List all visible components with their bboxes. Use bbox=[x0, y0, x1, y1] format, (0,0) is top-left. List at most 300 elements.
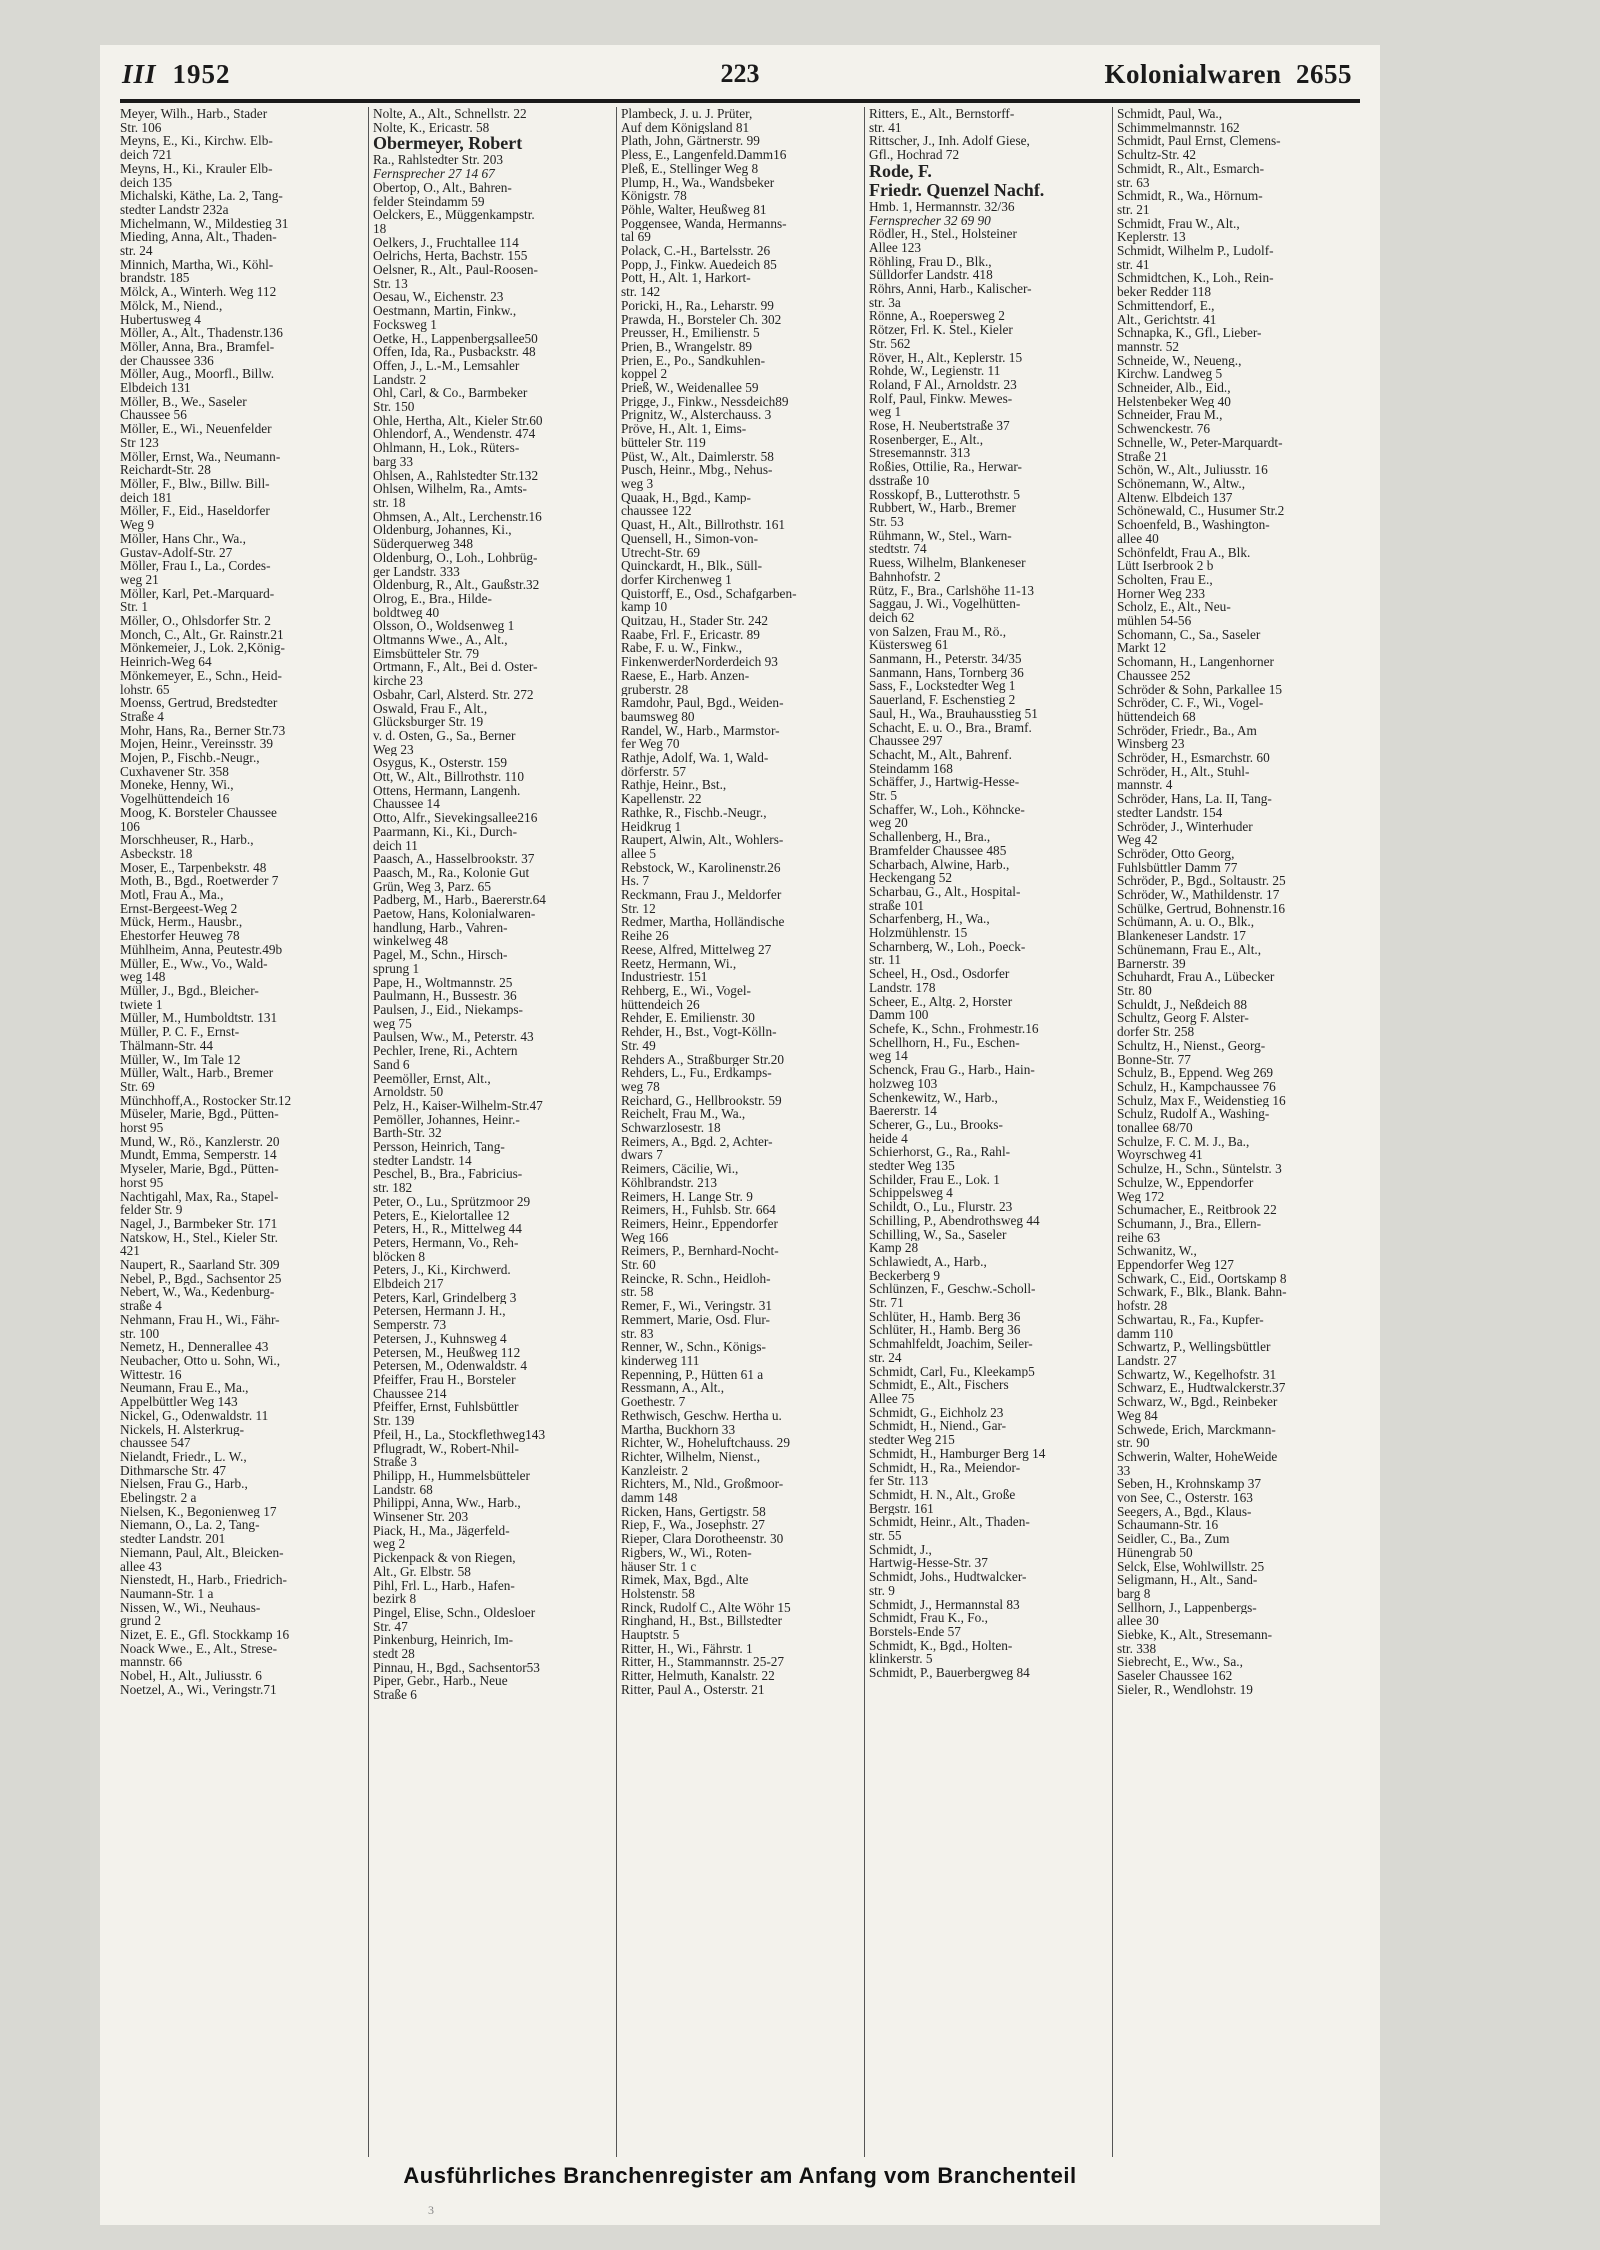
directory-entry: twiete 1 bbox=[120, 997, 163, 1012]
directory-entry: reihe 63 bbox=[1117, 1230, 1161, 1245]
directory-entry: felder Str. 9 bbox=[120, 1203, 183, 1217]
directory-entry: Fernsprecher 27 14 67 bbox=[373, 167, 495, 181]
directory-entry: Raupert, Alwin, Alt., Wohlers- bbox=[621, 833, 784, 847]
directory-entry: Quinckardt, H., Blk., Süll- bbox=[621, 559, 763, 573]
directory-entry: Schmidt, Paul, Wa., bbox=[1117, 107, 1223, 121]
directory-entry: Reese, Alfred, Mittelweg 27 bbox=[621, 942, 772, 957]
directory-entry: Piper, Gebr., Harb., Neue bbox=[373, 1674, 508, 1689]
directory-entry: Paulmann, H., Bussestr. 36 bbox=[373, 989, 517, 1003]
directory-entry: Pfeiffer, Frau H., Borsteler bbox=[373, 1372, 516, 1387]
directory-entry: Schmidt, H. N., Alt., Große bbox=[869, 1487, 1016, 1502]
directory-entry: Neubacher, Otto u. Sohn, Wi., bbox=[120, 1353, 281, 1368]
directory-entry: Str. 562 bbox=[869, 336, 911, 351]
directory-entry: Schwenckestr. 76 bbox=[1117, 422, 1211, 436]
directory-entry: Gfl., Hochrad 72 bbox=[869, 148, 960, 162]
directory-entry: Schmidt, Heinr., Alt., Thaden- bbox=[869, 1515, 1030, 1530]
directory-entry: Oestmann, Martin, Finkw., bbox=[373, 304, 517, 318]
directory-entry: Olsson, O., Woldsenweg 1 bbox=[373, 619, 515, 634]
directory-entry: Mieding, Anna, Alt., Thaden- bbox=[120, 230, 277, 245]
directory-entry: Str. 150 bbox=[373, 400, 415, 414]
directory-entry: Seidler, C., Ba., Zum bbox=[1117, 1532, 1230, 1546]
directory-entry: Selck, Else, Wohlwillstr. 25 bbox=[1117, 1559, 1265, 1574]
directory-entry: Siebke, K., Alt., Stresemann- bbox=[1117, 1628, 1273, 1642]
directory-entry: kamp 10 bbox=[621, 600, 668, 615]
directory-entry: 18 bbox=[373, 221, 387, 236]
directory-entry: Schuhardt, Frau A., Lübecker bbox=[1117, 970, 1275, 984]
directory-entry: Schwerin, Walter, HoheWeide bbox=[1117, 1449, 1278, 1464]
directory-entry: Rode, F. bbox=[869, 161, 932, 181]
directory-entry: Pfeil, H., La., Stockflethweg143 bbox=[373, 1427, 546, 1442]
directory-entry: Prien, E., Po., Sandkuhlen- bbox=[621, 353, 766, 368]
directory-entry: Chaussee 297 bbox=[869, 734, 943, 748]
directory-entry: handlung, Harb., Vahren- bbox=[373, 920, 508, 935]
directory-entry: Padberg, M., Harb., Baererstr.64 bbox=[373, 893, 546, 908]
directory-entry: Landstr. 68 bbox=[373, 1482, 433, 1497]
directory-entry: Weg 166 bbox=[621, 1230, 669, 1245]
directory-entry: Pleß, E., Stellinger Weg 8 bbox=[621, 161, 759, 176]
directory-entry: Monch, C., Alt., Gr. Rainstr.21 bbox=[120, 627, 284, 642]
directory-entry: Reimers, H., Fuhlsb. Str. 664 bbox=[621, 1203, 776, 1217]
directory-entry: Str. 47 bbox=[373, 1619, 408, 1634]
directory-entry: klinkerstr. 5 bbox=[869, 1652, 933, 1667]
directory-entry: bütteler Str. 119 bbox=[621, 435, 706, 450]
directory-entry: Polack, C.-H., Bartelsstr. 26 bbox=[621, 244, 771, 258]
directory-entry: Str. 80 bbox=[1117, 984, 1152, 998]
directory-entry: Schulz, Max F., Weidenstieg 16 bbox=[1117, 1093, 1286, 1108]
directory-entry: Ohlendorf, A., Wendenstr. 474 bbox=[373, 427, 536, 442]
directory-entry: Sauerland, F. Eschenstieg 2 bbox=[869, 693, 1016, 707]
directory-entry: FinkenwerderNorderdeich 93 bbox=[621, 655, 778, 669]
directory-entry: Schönewald, C., Husumer Str.2 bbox=[1117, 504, 1285, 519]
directory-entry: Oelsner, R., Alt., Paul-Roosen- bbox=[373, 263, 538, 277]
directory-entry: Pröve, H., Alt. 1, Eims- bbox=[621, 422, 747, 436]
directory-entry: heide 4 bbox=[869, 1131, 908, 1146]
directory-entry: Schenkewitz, W., Harb., bbox=[869, 1090, 998, 1105]
directory-entry: Damm 100 bbox=[869, 1008, 929, 1022]
directory-entry: Allee 123 bbox=[869, 240, 922, 255]
directory-entry: Schilder, Frau E., Lok. 1 bbox=[869, 1172, 1000, 1187]
directory-entry: Peters, E., Kielortallee 12 bbox=[373, 1208, 510, 1223]
directory-entry: Naupert, R., Saarland Str. 309 bbox=[120, 1258, 280, 1272]
directory-entry: Ritter, Helmuth, Kanalstr. 22 bbox=[621, 1669, 775, 1683]
directory-entry: Schildt, O., Lu., Flurstr. 23 bbox=[869, 1200, 1013, 1214]
directory-entry: Elbdeich 217 bbox=[373, 1277, 444, 1291]
directory-entry: Reichelt, Frau M., Wa., bbox=[621, 1107, 746, 1122]
directory-entry: Schmidt, H., Niend., Gar- bbox=[869, 1419, 1007, 1434]
directory-entry: Schwanitz, W., bbox=[1117, 1244, 1197, 1259]
directory-entry: Nolte, K., Ericastr. 58 bbox=[373, 120, 490, 135]
directory-entry: Schmidt, J., bbox=[869, 1542, 932, 1557]
directory-entry: winkelweg 48 bbox=[373, 934, 448, 949]
directory-entry: Stresemannstr. 313 bbox=[869, 446, 971, 461]
directory-entry: Remmert, Marie, Osd. Flur- bbox=[621, 1312, 770, 1327]
directory-entry: Friedr. Quenzel Nachf. bbox=[869, 180, 1045, 200]
directory-entry: str. 41 bbox=[1117, 257, 1150, 272]
directory-entry: Mojen, Heinr., Vereinsstr. 39 bbox=[120, 737, 274, 752]
directory-entry: Hauptstr. 5 bbox=[621, 1628, 680, 1642]
directory-entry: Rethwisch, Geschw. Hertha u. bbox=[621, 1408, 782, 1423]
directory-entry: Noack Wwe., E., Alt., Strese- bbox=[120, 1641, 278, 1656]
directory-entry: Scholz, E., Alt., Neu- bbox=[1117, 600, 1231, 615]
directory-entry: Chaussee 214 bbox=[373, 1386, 447, 1401]
directory-entry: Fernsprecher 32 69 90 bbox=[869, 213, 991, 228]
directory-entry: Sanmann, Hans, Tornberg 36 bbox=[869, 665, 1024, 680]
directory-entry: Schierhorst, G., Ra., Rahl- bbox=[869, 1145, 1011, 1160]
directory-entry: Moser, E., Tarpenbekstr. 48 bbox=[120, 860, 267, 875]
directory-entry: Nebel, P., Bgd., Sachsentor 25 bbox=[120, 1271, 282, 1286]
directory-entry: Mojen, P., Fischb.-Neugr., bbox=[120, 751, 260, 765]
directory-entry: Ricken, Hans, Gertigstr. 58 bbox=[621, 1504, 766, 1519]
directory-entry: Schmahlfeldt, Joachim, Seiler- bbox=[869, 1337, 1033, 1351]
directory-entry: str. 182 bbox=[373, 1181, 413, 1195]
directory-entry: Paetow, Hans, Kolonialwaren- bbox=[373, 907, 536, 921]
directory-entry: Reetz, Hermann, Wi., bbox=[621, 956, 737, 971]
directory-entry: Schumacher, E., Reitbrook 22 bbox=[1117, 1203, 1277, 1217]
directory-entry: Schwede, Erich, Marckmann- bbox=[1117, 1422, 1276, 1437]
directory-entry: blöcken 8 bbox=[373, 1249, 426, 1264]
directory-entry: Rödler, H., Stel., Holsteiner bbox=[869, 227, 1017, 241]
directory-entry: Schönemann, W., Altw., bbox=[1117, 476, 1246, 491]
directory-entry: Kamp 28 bbox=[869, 1241, 919, 1255]
directory-entry: Müller, W., Im Tale 12 bbox=[120, 1052, 241, 1067]
directory-entry: Str. 71 bbox=[869, 1296, 904, 1310]
directory-entry: Schwartz, P., Wellingsbüttler bbox=[1117, 1340, 1271, 1354]
directory-entry: Paasch, M., Ra., Kolonie Gut bbox=[373, 865, 530, 880]
directory-entry: tonallee 68/70 bbox=[1117, 1121, 1193, 1135]
directory-entry: Schmidt, Wilhelm P., Ludolf- bbox=[1117, 244, 1274, 258]
directory-entry: Oldenburg, O., Loh., Lohbrüg- bbox=[373, 550, 538, 565]
directory-entry: Nielandt, Friedr., L. W., bbox=[120, 1449, 247, 1464]
directory-entry: Redmer, Martha, Holländische bbox=[621, 915, 785, 930]
directory-entry: Paulsen, Ww., M., Peterstr. 43 bbox=[373, 1030, 534, 1045]
directory-entry: Str. 12 bbox=[621, 901, 656, 916]
directory-entry: Semperstr. 73 bbox=[373, 1318, 447, 1332]
directory-entry: Rose, H. Neubertstraße 37 bbox=[869, 419, 1010, 433]
directory-entry: Alt., Gerichtstr. 41 bbox=[1117, 312, 1217, 327]
directory-entry: Focksweg 1 bbox=[373, 317, 437, 332]
directory-entry: von Salzen, Frau M., Rö., bbox=[869, 624, 1007, 639]
directory-entry: Mölck, A., Winterh. Weg 112 bbox=[120, 285, 277, 299]
directory-entry: Oldenburg, R., Alt., Gaußstr.32 bbox=[373, 578, 540, 592]
directory-entry: Weg 42 bbox=[1117, 833, 1158, 847]
directory-entry: Schuldt, J., Neßdeich 88 bbox=[1117, 997, 1247, 1012]
directory-entry: Schmidt, K., Bgd., Holten- bbox=[869, 1638, 1013, 1653]
directory-entry: Petersen, Hermann J. H., bbox=[373, 1304, 506, 1319]
directory-entry: stedter Landstr. 14 bbox=[373, 1153, 472, 1168]
directory-entry: Kapellenstr. 22 bbox=[621, 792, 702, 806]
directory-entry: Ehestorfer Heuweg 78 bbox=[120, 929, 240, 943]
directory-entry: Ott, W., Alt., Billrothstr. 110 bbox=[373, 770, 524, 784]
directory-entry: der Chaussee 336 bbox=[120, 353, 214, 368]
directory-entry: Raabe, Frl. F., Ericastr. 89 bbox=[621, 627, 760, 642]
directory-entry: Ressmann, A., Alt., bbox=[621, 1381, 725, 1396]
directory-entry: Schmidt, Paul Ernst, Clemens- bbox=[1117, 134, 1281, 149]
directory-entry: Schmittendorf, E., bbox=[1117, 298, 1215, 313]
directory-entry: Schulze, F. C. M. J., Ba., bbox=[1117, 1134, 1250, 1149]
directory-entry: Motl, Frau A., Ma., bbox=[120, 888, 224, 902]
directory-entry: Schilling, W., Sa., Saseler bbox=[869, 1227, 1007, 1242]
directory-entry: Richter, W., Hoheluftchauss. 29 bbox=[621, 1436, 790, 1450]
directory-entry: Schmidt, G., Eichholz 23 bbox=[869, 1405, 1004, 1420]
directory-entry: Prignitz, W., Alsterchauss. 3 bbox=[621, 408, 772, 423]
directory-entry: Schmidtchen, K., Loh., Rein- bbox=[1117, 271, 1274, 286]
directory-entry: stedt 28 bbox=[373, 1647, 415, 1661]
directory-entry: Moth, B., Bgd., Roetwerder 7 bbox=[120, 874, 279, 889]
directory-entry: Eppendorfer Weg 127 bbox=[1117, 1258, 1234, 1272]
directory-entry: Philippi, Anna, Ww., Harb., bbox=[373, 1496, 521, 1511]
directory-entry: Heckengang 52 bbox=[869, 871, 953, 885]
directory-entry: weg 75 bbox=[373, 1016, 412, 1031]
listing-columns bbox=[120, 107, 1360, 2157]
directory-entry: Quaak, H., Bgd., Kamp- bbox=[621, 490, 751, 505]
directory-entry: Seligmann, H., Alt., Sand- bbox=[1117, 1573, 1258, 1587]
directory-entry: Paulsen, J., Eid., Niekamps- bbox=[373, 1003, 523, 1017]
directory-entry: Kanzleistr. 2 bbox=[621, 1463, 689, 1478]
directory-entry: Königstr. 78 bbox=[621, 189, 687, 203]
directory-entry: Schwark, C., Eid., Oortskamp 8 bbox=[1117, 1271, 1287, 1286]
directory-entry: brandstr. 185 bbox=[120, 271, 190, 286]
directory-entry: stedter Landstr. 201 bbox=[120, 1532, 226, 1546]
directory-entry: str. 24 bbox=[120, 244, 153, 258]
directory-entry: allee 40 bbox=[1117, 531, 1159, 546]
directory-entry: Reimers, A., Bgd. 2, Achter- bbox=[621, 1134, 773, 1149]
directory-entry: Pemöller, Johannes, Heinr.- bbox=[373, 1112, 520, 1127]
directory-entry: str. 3a bbox=[869, 295, 901, 310]
directory-entry: Scheer, E., Altg. 2, Horster bbox=[869, 994, 1013, 1009]
directory-entry: Schumann, J., Bra., Ellern- bbox=[1117, 1216, 1262, 1231]
directory-entry: straße 4 bbox=[120, 1299, 162, 1313]
directory-entry: Pfeiffer, Ernst, Fuhlsbüttler bbox=[373, 1400, 519, 1415]
directory-entry: Schwarz, W., Bgd., Reinbeker bbox=[1117, 1395, 1278, 1409]
directory-entry: Weg 9 bbox=[120, 518, 155, 532]
directory-entry: Schümann, A. u. O., Blk., bbox=[1117, 915, 1255, 930]
directory-entry: weg 2 bbox=[373, 1537, 406, 1552]
directory-entry: Nielsen, K., Begonienweg 17 bbox=[120, 1504, 277, 1519]
directory-entry: Peters, Hermann, Vo., Reh- bbox=[373, 1235, 519, 1250]
directory-entry: Meyns, E., Ki., Kirchw. Elb- bbox=[120, 134, 273, 149]
directory-entry: Ra., Rahlstedter Str. 203 bbox=[373, 153, 504, 168]
directory-entry: Rehders A., Straßburger Str.20 bbox=[621, 1052, 784, 1067]
directory-entry: Rebstock, W., Karolinenstr.26 bbox=[621, 860, 781, 875]
directory-entry: Renner, W., Schn., Königs- bbox=[621, 1340, 766, 1354]
directory-entry: Kirchw. Landweg 5 bbox=[1117, 367, 1223, 382]
directory-entry: Ohlmann, H., Lok., Rüters- bbox=[373, 441, 520, 455]
directory-entry: Wittestr. 16 bbox=[120, 1367, 182, 1382]
directory-entry: Reimers, P., Bernhard-Nocht- bbox=[621, 1244, 779, 1259]
directory-entry: Reimers, Cäcilie, Wi., bbox=[621, 1162, 739, 1176]
directory-entry: Rathke, R., Fischb.-Neugr., bbox=[621, 805, 767, 820]
directory-entry: Obertop, O., Alt., Bahren- bbox=[373, 180, 512, 195]
directory-entry: Hubertusweg 4 bbox=[120, 312, 201, 327]
directory-entry: Ohlsen, A., Rahlstedter Str.132 bbox=[373, 468, 539, 483]
directory-entry: Roland, F Al., Arnoldstr. 23 bbox=[869, 377, 1017, 392]
directory-entry: str. 90 bbox=[1117, 1436, 1150, 1450]
directory-entry: sprung 1 bbox=[373, 961, 420, 976]
directory-entry: Müller, E., Ww., Vo., Wald- bbox=[120, 956, 268, 971]
directory-entry: fer Weg 70 bbox=[621, 737, 680, 752]
directory-entry: holzweg 103 bbox=[869, 1076, 938, 1091]
directory-entry: Heidkrug 1 bbox=[621, 819, 682, 834]
directory-entry: Grün, Weg 3, Parz. 65 bbox=[373, 879, 491, 894]
directory-entry: deich 181 bbox=[120, 490, 173, 505]
directory-entry: deich 721 bbox=[120, 148, 173, 162]
directory-entry: Schoenfeld, B., Washington- bbox=[1117, 518, 1270, 532]
directory-entry: Schultz-Str. 42 bbox=[1117, 148, 1197, 162]
directory-entry: Schröder, W., Mathildenstr. 17 bbox=[1117, 888, 1280, 902]
directory-entry: Schröder, Friedr., Ba., Am bbox=[1117, 723, 1257, 738]
directory-entry: Reihe 26 bbox=[621, 929, 669, 943]
directory-entry: Schröder, C. F., Wi., Vogel- bbox=[1117, 696, 1264, 710]
directory-entry: Nemetz, H., Dennerallee 43 bbox=[120, 1340, 269, 1354]
directory-entry: barg 8 bbox=[1117, 1586, 1151, 1601]
directory-entry: deich 62 bbox=[869, 610, 915, 625]
directory-entry: Petersen, M., Heußweg 112 bbox=[373, 1345, 521, 1360]
directory-entry: Pickenpack & von Riegen, bbox=[373, 1551, 516, 1565]
directory-entry: Helstenbeker Weg 40 bbox=[1117, 394, 1231, 409]
directory-entry: str. 338 bbox=[1117, 1641, 1157, 1656]
directory-entry: Str. 60 bbox=[621, 1258, 656, 1272]
directory-entry: Plambeck, J. u. J. Prüter, bbox=[621, 107, 753, 121]
directory-entry: str. 9 bbox=[869, 1583, 895, 1598]
listing-column-5 bbox=[1112, 107, 1360, 2157]
directory-entry: dsstraße 10 bbox=[869, 473, 930, 488]
directory-entry: Pelz, H., Kaiser-Wilhelm-Str.47 bbox=[373, 1098, 543, 1113]
directory-entry: Richters, M., Nld., Großmoor- bbox=[621, 1477, 784, 1492]
directory-entry: str. 24 bbox=[869, 1350, 902, 1365]
directory-entry: Quast, H., Alt., Billrothstr. 161 bbox=[621, 518, 786, 532]
directory-entry: Schönfeldt, Frau A., Blk. bbox=[1117, 545, 1251, 560]
directory-entry: Mölck, M., Niend., bbox=[120, 298, 223, 313]
directory-entry: Rütz, F., Bra., Carlshöhe 11-13 bbox=[869, 583, 1035, 598]
directory-entry: deich 11 bbox=[373, 838, 418, 853]
directory-entry: Heinrich-Weg 64 bbox=[120, 655, 212, 669]
directory-entry: Straße 3 bbox=[373, 1455, 417, 1469]
directory-entry: Myseler, Marie, Bgd., Pütten- bbox=[120, 1162, 279, 1176]
directory-entry: mannstr. 4 bbox=[1117, 778, 1173, 793]
directory-entry: Pinkenburg, Heinrich, Im- bbox=[373, 1633, 514, 1648]
directory-entry: Scholten, Frau E., bbox=[1117, 572, 1213, 587]
directory-entry: Osygus, K., Osterstr. 159 bbox=[373, 756, 508, 771]
directory-entry: Baererstr. 14 bbox=[869, 1104, 937, 1118]
directory-entry: Möller, A., Alt., Thadenstr.136 bbox=[120, 326, 283, 340]
directory-entry: Str. 5 bbox=[869, 789, 898, 803]
directory-entry: boldtweg 40 bbox=[373, 605, 440, 620]
directory-entry: ger Landstr. 333 bbox=[373, 564, 460, 579]
directory-entry: Schulze, H., Schn., Süntelstr. 3 bbox=[1117, 1162, 1282, 1176]
directory-entry: Vogelhüttendeich 16 bbox=[120, 792, 230, 806]
directory-entry: Köhlbrandstr. 213 bbox=[621, 1175, 718, 1190]
directory-entry: hüttendeich 68 bbox=[1117, 709, 1196, 724]
directory-entry: Industriestr. 151 bbox=[621, 970, 708, 984]
directory-entry: Möller, E., Wi., Neuenfelder bbox=[120, 422, 272, 436]
directory-entry: Schneide, W., Neueng., bbox=[1117, 353, 1242, 368]
directory-entry: Schröder, P., Bgd., Soltaustr. 25 bbox=[1117, 874, 1286, 889]
directory-entry: Peters, J., Ki., Kirchwerd. bbox=[373, 1263, 511, 1278]
directory-entry: Lütt Iserbrook 2 b bbox=[1117, 559, 1214, 573]
directory-entry: Rathje, Heinr., Bst., bbox=[621, 778, 727, 793]
directory-entry: bezirk 8 bbox=[373, 1592, 417, 1606]
directory-entry: Nehmann, Frau H., Wi., Fähr- bbox=[120, 1312, 280, 1327]
directory-entry: Hünengrab 50 bbox=[1117, 1545, 1193, 1560]
directory-entry: Schmidt, Johs., Hudtwalcker- bbox=[869, 1570, 1027, 1584]
directory-entry: Müller, Walt., Harb., Bremer bbox=[120, 1066, 274, 1080]
directory-entry: Prawda, H., Borsteler Ch. 302 bbox=[621, 312, 782, 327]
directory-entry: Saseler Chaussee 162 bbox=[1117, 1669, 1233, 1683]
directory-entry: Steindamm 168 bbox=[869, 761, 953, 776]
directory-entry: gruberstr. 28 bbox=[621, 682, 689, 697]
directory-entry: Rieper, Clara Dorotheenstr. 30 bbox=[621, 1532, 784, 1546]
directory-entry: mühlen 54-56 bbox=[1117, 614, 1192, 628]
directory-entry: Schmidt, H., Ra., Meiendor- bbox=[869, 1460, 1021, 1475]
directory-entry: Richter, Wilhelm, Nienst., bbox=[621, 1449, 761, 1464]
directory-entry: Schmidt, J., Hermannstal 83 bbox=[869, 1597, 1020, 1612]
directory-entry: Schmidt, Frau W., Alt., bbox=[1117, 216, 1240, 231]
header-rule bbox=[120, 99, 1360, 103]
directory-entry: Glücksburger Str. 19 bbox=[373, 715, 484, 729]
directory-entry: stedter Landstr. 154 bbox=[1117, 805, 1223, 820]
directory-entry: Schröder, H., Esmarchstr. 60 bbox=[1117, 751, 1270, 765]
directory-entry: str. 18 bbox=[373, 495, 406, 510]
directory-entry: Landstr. 27 bbox=[1117, 1353, 1177, 1368]
directory-entry: Michelmann, W., Mildestieg 31 bbox=[120, 216, 289, 231]
directory-entry: Oesau, W., Eichenstr. 23 bbox=[373, 290, 504, 305]
directory-entry: Quensell, H., Simon-von- bbox=[621, 531, 759, 546]
directory-entry: Chaussee 14 bbox=[373, 797, 440, 812]
directory-entry: Petersen, J., Kuhnsweg 4 bbox=[373, 1331, 507, 1346]
directory-entry: Otto, Alfr., Sievekingsallee216 bbox=[373, 811, 538, 825]
directory-entry: Schmidt, R., Wa., Hörnum- bbox=[1117, 189, 1263, 203]
directory-entry: Blankeneser Landstr. 17 bbox=[1117, 929, 1246, 943]
directory-entry: Rosskopf, B., Lutterothstr. 5 bbox=[869, 487, 1021, 502]
directory-entry: Schneider, Frau M., bbox=[1117, 408, 1223, 423]
directory-entry: Markt 12 bbox=[1117, 641, 1167, 656]
directory-entry: grund 2 bbox=[120, 1614, 161, 1629]
directory-entry: Oswald, Frau F., Alt., bbox=[373, 701, 488, 716]
directory-entry: Eimsbütteler Str. 79 bbox=[373, 646, 479, 661]
directory-entry: Schallenberg, H., Bra., bbox=[869, 830, 991, 844]
directory-entry: Pusch, Heinr., Mbg., Nehus- bbox=[621, 463, 773, 477]
directory-entry: mannstr. 52 bbox=[1117, 339, 1180, 354]
directory-entry: Nickel, G., Odenwaldstr. 11 bbox=[120, 1408, 269, 1423]
directory-entry: Rimek, Max, Bgd., Alte bbox=[621, 1573, 749, 1587]
directory-entry: Schlawiedt, A., Harb., bbox=[869, 1254, 987, 1269]
directory-entry: Schellhorn, H., Fu., Eschen- bbox=[869, 1035, 1020, 1050]
directory-entry: Schröder, J., Winterhuder bbox=[1117, 819, 1253, 834]
directory-entry: dorfer Str. 258 bbox=[1117, 1025, 1195, 1039]
directory-entry: Nagel, J., Barmbeker Str. 171 bbox=[120, 1216, 278, 1231]
directory-entry: Schulze, W., Eppendorfer bbox=[1117, 1175, 1254, 1190]
directory-entry: Schmidt, R., Alt., Esmarch- bbox=[1117, 161, 1264, 176]
directory-entry: Schülke, Gertrud, Bohnenstr.16 bbox=[1117, 901, 1286, 916]
directory-entry: lohstr. 65 bbox=[120, 682, 170, 697]
directory-entry: Barnerstr. 39 bbox=[1117, 956, 1186, 971]
directory-entry: Moneke, Henny, Wi., bbox=[120, 778, 234, 793]
directory-entry: Popp, J., Finkw. Auedeich 85 bbox=[621, 257, 777, 272]
directory-entry: Borstels-Ende 57 bbox=[869, 1624, 961, 1639]
directory-entry: Peters, Karl, Grindelberg 3 bbox=[373, 1290, 517, 1305]
directory-entry: Quistorff, E., Osd., Schafgarben- bbox=[621, 586, 797, 601]
directory-entry: Thälmann-Str. 44 bbox=[120, 1038, 214, 1053]
directory-entry: Str. 139 bbox=[373, 1414, 415, 1428]
directory-entry: deich 135 bbox=[120, 175, 173, 190]
directory-entry: Prieß, W., Weidenallee 59 bbox=[621, 381, 759, 395]
listing-column-1 bbox=[120, 107, 363, 2157]
directory-entry: Paasch, A., Hasselbrookstr. 37 bbox=[373, 852, 535, 866]
directory-entry: allee 5 bbox=[621, 846, 657, 861]
directory-entry: Schmidt, Carl, Fu., Kleekamp5 bbox=[869, 1364, 1035, 1379]
directory-entry: Oldenburg, Johannes, Ki., bbox=[373, 523, 512, 538]
directory-entry: Rühmann, W., Stel., Warn- bbox=[869, 528, 1012, 543]
